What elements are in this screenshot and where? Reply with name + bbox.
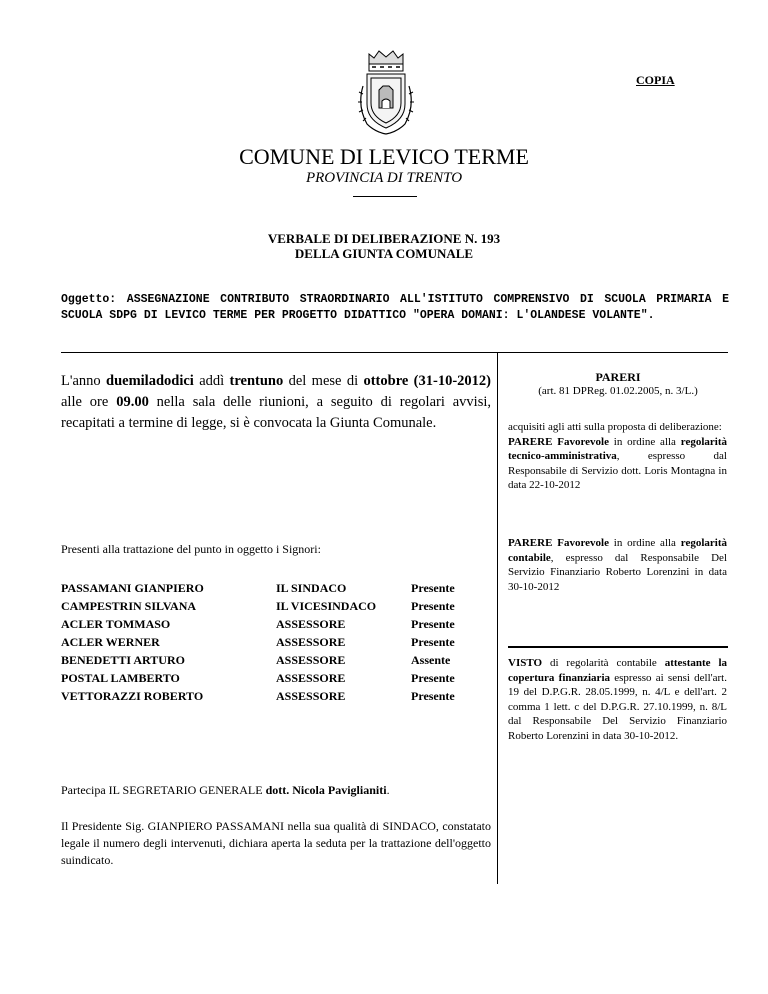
attendance-list bbox=[61, 581, 481, 707]
visto-contabile: VISTO di regolarità contabile attestante la copertura finanziaria espresso ai sensi dell'art. 19 del D.P.G.R. 28.05.1999, n. 4/L e dell'art. 2 comma 1 lett. c del D.P.G.R. 27.10.1999, n. 8/L dal Responsabile Del Servizio Finanziario Roberto Lorenzini in data 30-10-2012. bbox=[508, 657, 728, 742]
pareri-separator bbox=[508, 646, 728, 648]
pareri-subtitle: (art. 81 DPReg. 01.02.2005, n. 3/L.) bbox=[538, 385, 698, 397]
province-subtitle: PROVINCIA DI TRENTO bbox=[305, 170, 463, 186]
attendees-label: Presenti alla trattazione del punto in oggetto i Signori: bbox=[61, 542, 321, 556]
copia-label: COPIA bbox=[636, 73, 675, 87]
list-item: CAMPESTRIN SILVANA IL VICESINDACO Presente bbox=[61, 599, 455, 613]
title-underline bbox=[353, 196, 417, 197]
list-item: ACLER TOMMASO ASSESSORE Presente bbox=[61, 617, 455, 631]
deliberation-number: VERBALE DI DELIBERAZIONE N. 193 bbox=[267, 231, 501, 246]
deliberation-body: DELLA GIUNTA COMUNALE bbox=[294, 246, 474, 261]
list-item: VETTORAZZI ROBERTO ASSESSORE Presente bbox=[61, 689, 455, 703]
list-item: POSTAL LAMBERTO ASSESSORE Presente bbox=[61, 671, 455, 685]
meeting-intro: L'anno duemiladodici addì trentuno del mese di ottobre (31-10-2012) alle ore 09.00 nella sala delle riunioni, a seguito di regolari avvisi, recapitati a termine di legge, si è convocata la Giunta Comunale. bbox=[61, 373, 491, 431]
municipality-title: COMUNE DI LEVICO TERME bbox=[239, 144, 529, 169]
list-item: PASSAMANI GIANPIERO IL SINDACO Presente bbox=[61, 581, 455, 595]
coat-of-arms-crest bbox=[355, 46, 417, 138]
subject-text: Oggetto: ASSEGNAZIONE CONTRIBUTO STRAORDINARIO ALL'ISTITUTO COMPRENSIVO DI SCUOLA PRIMARIA E SCUOLA SDPG DI LEVICO TERME PER PROGETTO DIDATTICO "OPERA DOMANI: L'OLANDESE VOLANTE". bbox=[61, 293, 729, 322]
parere-tecnico: acquisiti agli atti sulla proposta di deliberazione: PARERE Favorevole in ordine alla regolarità tecnico-amministrativa, espresso dal Responsabile di Servizio dott. Loris Montagna in data 22-10-2012 bbox=[508, 421, 727, 491]
pareri-title: PARERI bbox=[595, 370, 641, 384]
list-item: ACLER WERNER ASSESSORE Presente bbox=[61, 635, 455, 649]
column-divider bbox=[497, 352, 498, 884]
list-item: BENEDETTI ARTURO ASSESSORE Assente bbox=[61, 653, 451, 667]
parere-contabile: PARERE Favorevole in ordine alla regolarità contabile, espresso dal Responsabile Del Servizio Finanziario Roberto Lorenzini in data 30-10-2012 bbox=[508, 537, 727, 593]
president-statement: Il Presidente Sig. GIANPIERO PASSAMANI nella sua qualità di SINDACO, constatato legale il numero degli intervenuti, dichiara aperta la seduta per la trattazione dell'oggetto suindicato. bbox=[61, 819, 491, 867]
horizontal-divider bbox=[61, 352, 728, 353]
secretary-line: Partecipa IL SEGRETARIO GENERALE dott. Nicola Paviglianiti. bbox=[61, 783, 390, 797]
